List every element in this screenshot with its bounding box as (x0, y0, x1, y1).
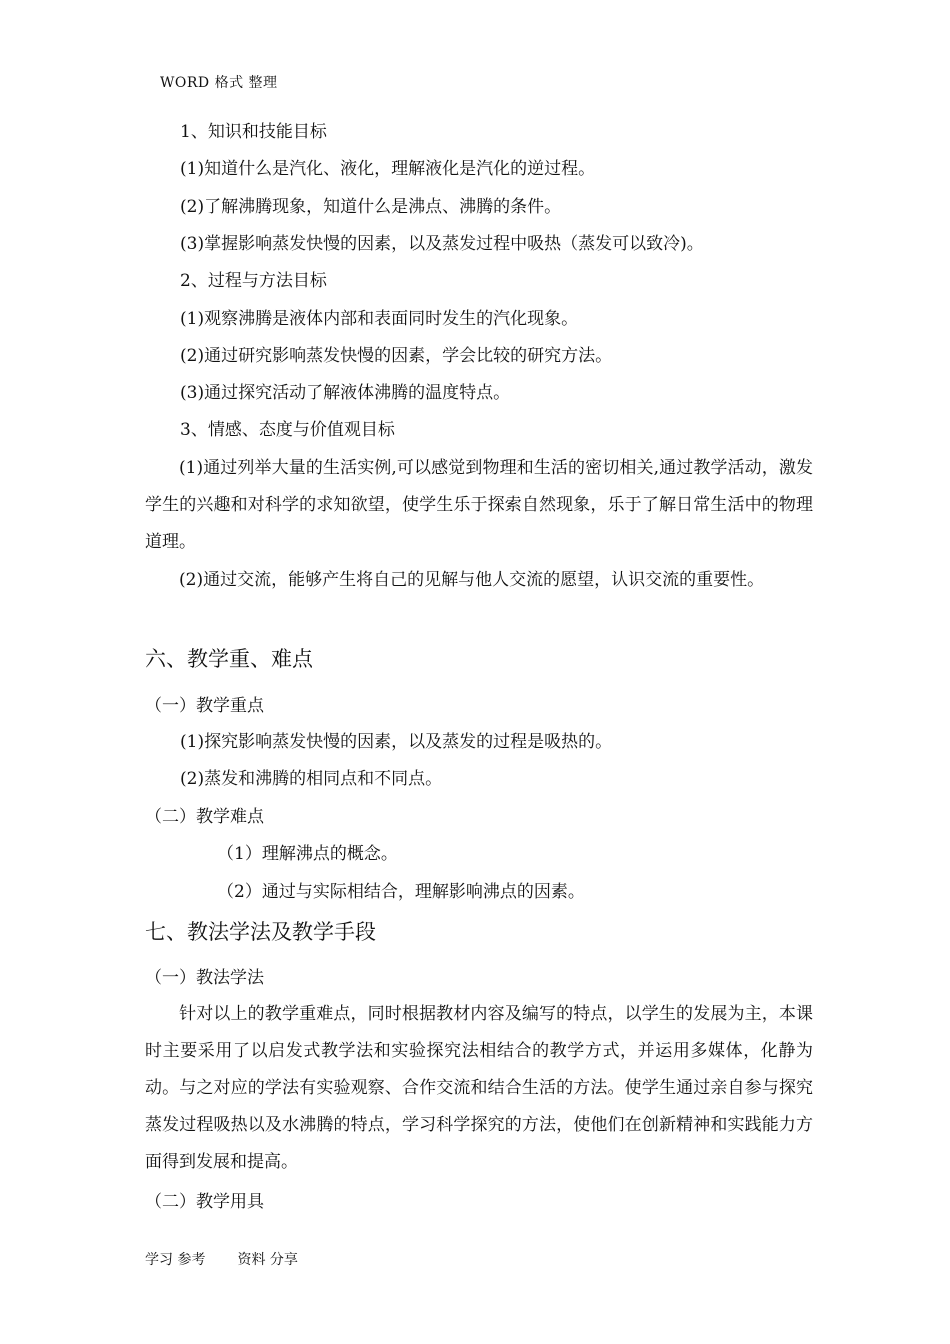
section-7-paragraph (145, 996, 813, 1181)
section-6-title: 六、教学重、难点 (145, 647, 313, 671)
goal-3-paragraph-2 (145, 562, 813, 599)
goal-3-paragraph-1 (145, 450, 813, 561)
goal-3-title: 3、情感、态度与价值观目标 (180, 420, 395, 440)
section-6-sub-2: （二）教学难点 (145, 807, 264, 827)
section-6-item: (2)蒸发和沸腾的相同点和不同点。 (180, 769, 443, 789)
section-7-sub-1: （一）教法学法 (145, 968, 264, 988)
page-header: WORD 格式 整理 (160, 75, 278, 91)
goal-3-paragraph-1-text: (1)通过列举大量的生活实例,可以感觉到物理和生活的密切相关,通过教学活动，激发学生的兴趣和对科学的求知欲望，使学生乐于探索自然现象，乐于了解日常生活中的物理道理。 (145, 458, 813, 552)
goal-1-item: (2)了解沸腾现象，知道什么是沸点、沸腾的条件。 (180, 197, 562, 217)
goal-3-paragraph-2-text: (2)通过交流，能够产生将自己的见解与他人交流的愿望，认识交流的重要性。 (179, 570, 765, 590)
section-7-title: 七、教法学法及教学手段 (145, 920, 376, 944)
footer-left: 学习 参考 (145, 1252, 206, 1268)
goal-2-item: (2)通过研究影响蒸发快慢的因素，学会比较的研究方法。 (180, 346, 613, 366)
goal-1-item: (3)掌握影响蒸发快慢的因素，以及蒸发过程中吸热（蒸发可以致冷)。 (180, 234, 704, 254)
goal-2-item: (1)观察沸腾是液体内部和表面同时发生的汽化现象。 (180, 309, 579, 329)
section-6-item: （1）理解沸点的概念。 (217, 844, 398, 864)
section-7-paragraph-text: 针对以上的教学重难点，同时根据教材内容及编写的特点，以学生的发展为主，本课时主要采用了以启发式教学法和实验探究法相结合的教学方式，并运用多媒体，化静为动。与之对应的学法有实验观察、合作交流和结合生活的方法。使学生通过亲自参与探究蒸发过程吸热以及水沸腾的特点，学习科学探究的方法，使他们在创新精神和实践能力方面得到发展和提高。 (145, 1004, 813, 1172)
goal-2-title: 2、过程与方法目标 (180, 271, 327, 291)
page-footer (145, 1249, 298, 1269)
goal-1-item: (1)知道什么是汽化、液化，理解液化是汽化的逆过程。 (180, 159, 596, 179)
section-7-sub-2: （二）教学用具 (145, 1192, 264, 1212)
goal-2-item: (3)通过探究活动了解液体沸腾的温度特点。 (180, 383, 511, 403)
footer-right: 资料 分享 (237, 1252, 298, 1268)
section-6-item: (1)探究影响蒸发快慢的因素，以及蒸发的过程是吸热的。 (180, 732, 613, 752)
section-6-sub-1: （一）教学重点 (145, 696, 264, 716)
section-6-item: （2）通过与实际相结合，理解影响沸点的因素。 (217, 882, 585, 902)
goal-1-title: 1、知识和技能目标 (180, 122, 327, 142)
